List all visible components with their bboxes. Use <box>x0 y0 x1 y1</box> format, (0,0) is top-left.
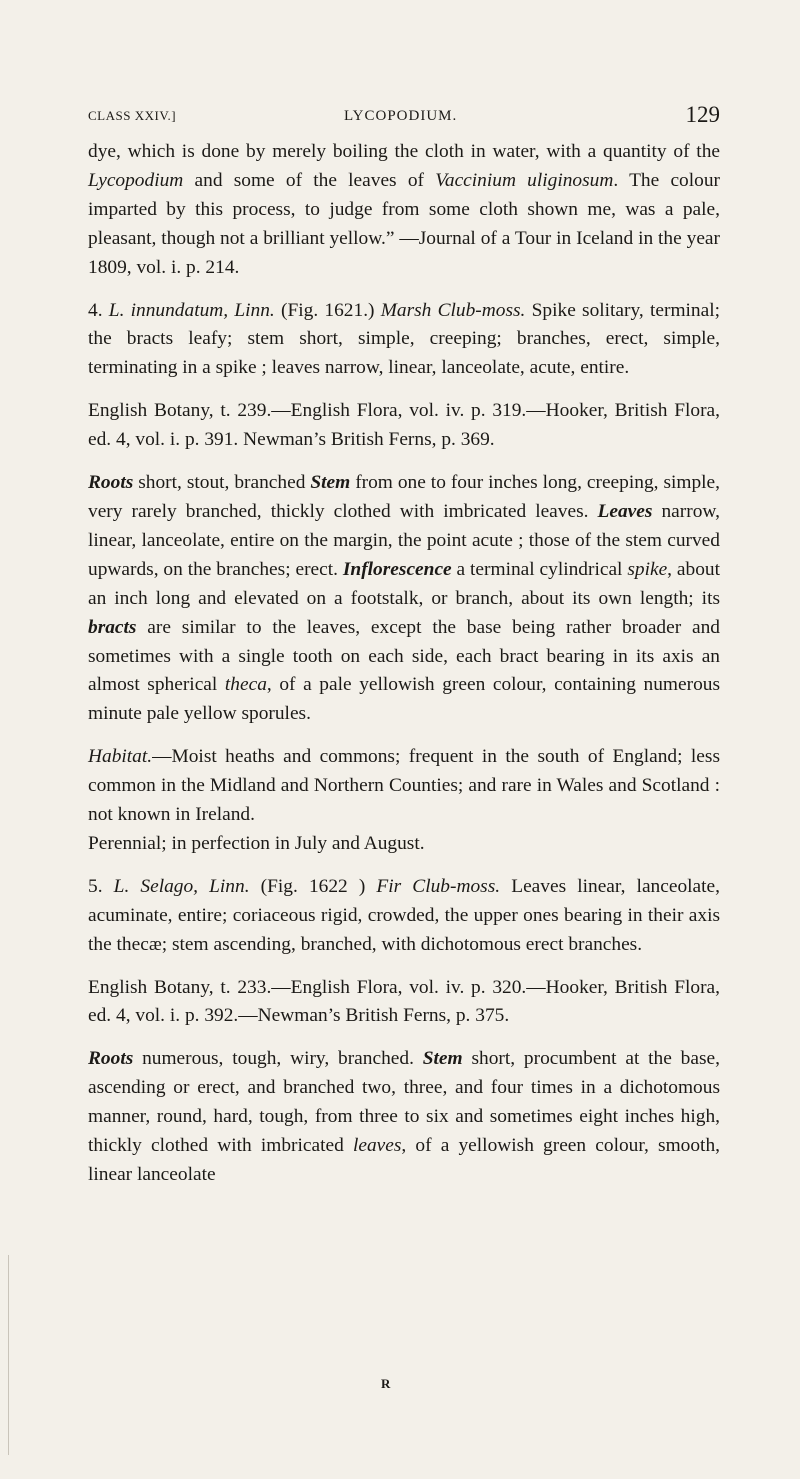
paragraph-quote-end: dye, which is done by merely boiling the cloth in water, with a quantity of the Lycopodium and some of the leaves of Vaccinium uliginosum. The colour imparted by this process, to judge from some cloth shown me, was a pale, pleasant, though not a brilliant yellow.” —Journal of a Tour in Iceland in the year 1809, vol. i. p. 214. <box>88 141 720 278</box>
paragraph-species-5: 5. L. Selago, Linn. (Fig. 1622 ) Fir Club-moss. Leaves linear, lanceolate, acuminate, entire; coriaceous rigid, crowded, the upper ones bearing in their axis the thecæ; stem ascending, branched, with dichotomous erect branches. <box>88 875 720 955</box>
page-number: 129 <box>685 102 720 127</box>
signature-mark: R <box>381 1376 391 1391</box>
paragraph-species-4: 4. L. innundatum, Linn. (Fig. 1621.) Marsh Club-moss. Spike solitary, terminal; the bracts leafy; stem short, simple, creeping; branches, erect, simple, terminating in a spike ; leaves narrow, linear, lanceolate, acute, entire. <box>88 299 721 379</box>
paragraph-description-4: Roots short, stout, branched Stem from one to four inches long, creeping, simple, very rarely branched, thickly clothed with imbricated leaves. Leaves narrow, linear, lanceolate, entire on the margin, the point acute ; those of the stem curved upwards, on the branches; erect. Inflorescence a terminal cylindrical spike, about an inch long and elevated on a footstalk, or branch, about its own length; its bracts are similar to the leaves, except the base being rather broader and sometimes with a single tooth on each side, each bract bearing in its axis an almost spherical theca, of a pale yellowish green colour, containing numerous minute pale yellow sporules. <box>88 472 721 725</box>
header-class-label: CLASS XXIV.] <box>88 108 177 123</box>
paragraph-habitat-4: Habitat.—Moist heaths and commons; frequent in the south of England; less common in the Midland and Northern Counties; and rare in Wales and Scotland : not known in Ireland. <box>88 746 720 826</box>
paragraph-perennial-4: Perennial; in perfection in July and August. <box>88 832 425 854</box>
page-edge-shadow <box>8 1255 9 1455</box>
paragraph-references-5: English Botany, t. 233.—English Flora, vol. iv. p. 320.—Hooker, British Flora, ed. 4, vol. i. p. 392.—Newman’s British Ferns, p. 375. <box>88 976 720 1027</box>
running-header <box>88 100 720 140</box>
paragraph-references-4: English Botany, t. 239.—English Flora, vol. iv. p. 319.—Hooker, British Flora, ed. 4, vol. i. p. 391. Newman’s British Ferns, p. 369. <box>88 400 720 451</box>
body-text <box>88 138 720 1190</box>
header-title: LYCOPODIUM. <box>344 108 458 124</box>
paragraph-description-5: Roots numerous, tough, wiry, branched. Stem short, procumbent at the base, ascending or erect, and branched two, three, and four times in a dichotomous manner, round, hard, tough, from three to six and sometimes eight inches high, thickly clothed with imbricated leaves, of a yellowish green colour, smooth, linear lanceolate <box>88 1048 720 1185</box>
